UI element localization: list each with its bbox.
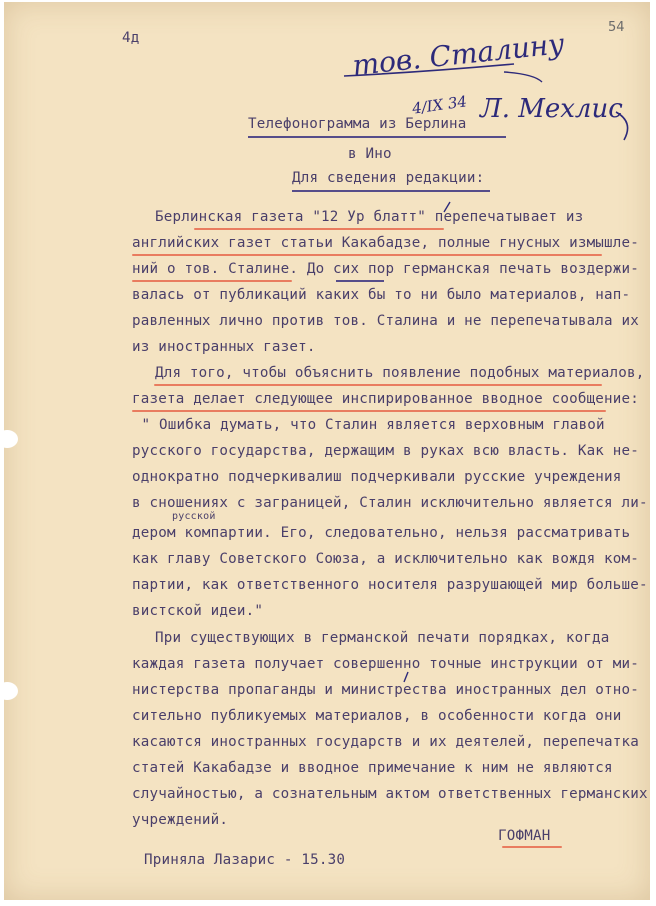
text-line: статей Какабадзе и вводное примечание к ним не являются (132, 760, 613, 776)
document-subtitle: в Ино (348, 146, 392, 162)
text-line: валась от публикаций каких бы то ни было материалов, нап- (132, 287, 631, 303)
text-line: ний о тов. Сталине. До сих пор германская печать воздержи- (132, 261, 640, 277)
text-line: Берлинская газета "12 Ур блатт" перепечатывает из (120, 209, 584, 225)
text-line: " Ошибка думать, что Сталин является верховным главой (124, 417, 605, 433)
handwritten-insertion: русской (172, 511, 216, 522)
text-line: партии, как ответственного носителя разрушающей мир больше- (132, 577, 648, 593)
text-line: дером компартии. Его, следовательно, нельзя рассматривать (132, 525, 631, 541)
document-title: Телефонограмма из Берлина (248, 116, 467, 132)
text-line: газета делает следующее инспирированное вводное сообщение: (132, 391, 640, 407)
document-heading: Для сведения редакции: (292, 170, 485, 186)
typed-page-number: 4д (122, 30, 140, 46)
archive-page-number: 54 (608, 20, 625, 35)
text-line: однократно подчеркивалиш подчеркивали русские учреждения (132, 469, 622, 485)
text-line: случайностью, а сознательным актом ответственных германских (132, 786, 648, 802)
handwritten-signature: Л. Мехлис (480, 94, 623, 124)
handwritten-date: 4/IX 34 (411, 92, 469, 118)
received-by-footer: Приняла Лазарис - 15.30 (144, 852, 346, 868)
text-line: каждая газета получает совершенно точные инструкции от ми- (132, 656, 640, 672)
text-line: английских газет статьи Какабадзе, полные гнусных измышле- (132, 235, 640, 251)
text-line: равленных лично против тов. Сталина и не перепечатывала их (132, 313, 640, 329)
text-line: как главу Советского Союза, а исключительно как вождя ком- (132, 551, 640, 567)
text-line: учреждений. (132, 812, 229, 828)
text-line: нистерства пропаганды и министрества иностранных дел отно- (132, 682, 640, 698)
handwriting-strokes (4, 2, 650, 900)
text-line: При существующих в германской печати порядках, когда (120, 630, 610, 646)
text-line: вистской идеи." (132, 603, 264, 619)
text-line: в сношениях с заграницей, Сталин исключительно является ли- (132, 495, 648, 511)
text-line: сительно публикуемых материалов, в особенности когда они (132, 708, 622, 724)
document-page (4, 2, 650, 900)
handwritten-addressee: тов. Сталину (350, 26, 566, 83)
typed-signature: ГОФМАН (498, 828, 551, 844)
text-line: русского государства, держащим в руках всю власть. Как не- (132, 443, 640, 459)
text-line: из иностранных газет. (132, 339, 316, 355)
text-line: Для того, чтобы объяснить появление подобных материалов, (120, 365, 645, 381)
text-line: касаются иностранных государств и их деятелей, перепечатка (132, 734, 640, 750)
